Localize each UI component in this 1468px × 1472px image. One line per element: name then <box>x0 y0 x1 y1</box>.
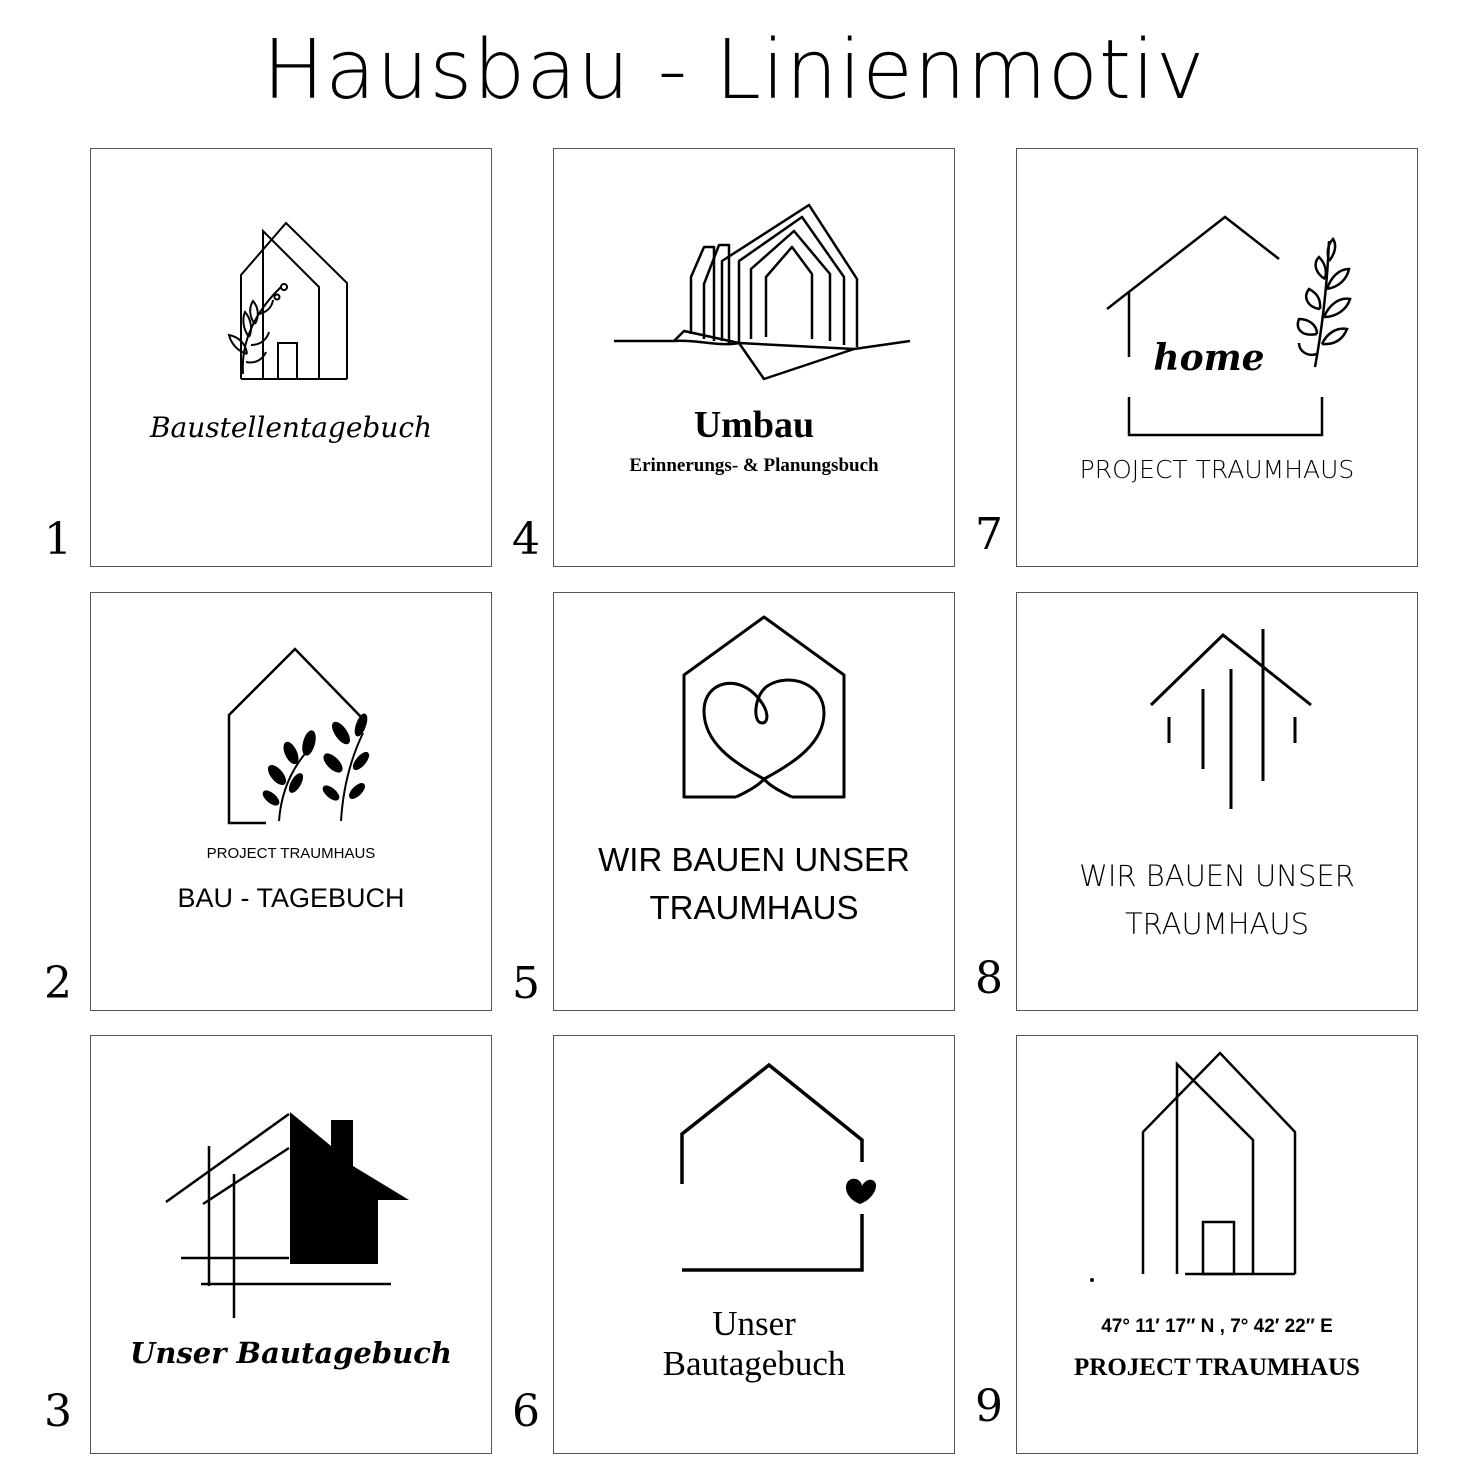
card-number-8: 8 <box>975 953 1003 1004</box>
house-with-plants-icon <box>91 593 493 1012</box>
design-card-8[interactable] <box>1016 592 1418 1011</box>
card-number-3: 3 <box>44 1386 72 1437</box>
line-house-with-leaf-icon <box>91 149 493 568</box>
card-number-6: 6 <box>512 1386 540 1437</box>
card-8-line1: WIR BAUEN UNSER <box>1079 859 1355 893</box>
roof-with-lines-icon <box>1017 593 1419 1012</box>
card-number-5: 5 <box>512 958 540 1009</box>
page-title: Hausbau - Linienmotiv <box>262 23 1206 118</box>
design-card-6[interactable] <box>553 1035 955 1454</box>
house-outline-with-heart-icon <box>554 1036 956 1455</box>
card-number-9: 9 <box>975 1381 1003 1432</box>
sketch-house-silhouette-icon <box>91 1036 493 1455</box>
card-9-coords: 47° 11′ 17″ N , 7° 42′ 22″ E <box>1101 1316 1333 1337</box>
card-5-line2: TRAUMHAUS <box>649 889 859 926</box>
card-7-text: PROJECT TRAUMHAUS <box>1079 455 1355 484</box>
design-card-3[interactable] <box>90 1035 492 1454</box>
card-7-house-word: home <box>1153 337 1265 379</box>
house-with-heart-icon <box>554 593 956 1012</box>
card-number-2: 2 <box>44 958 72 1009</box>
card-3-text: Unser Bautagebuch <box>130 1336 452 1370</box>
design-card-1[interactable] <box>90 148 492 567</box>
card-number-4: 4 <box>512 514 540 565</box>
card-4-text: Umbau <box>693 404 815 446</box>
card-4-subtext: Erinnerungs- & Planungsbuch <box>629 455 879 476</box>
multiline-gable-house-icon <box>554 149 956 568</box>
card-2-text: BAU - TAGEBUCH <box>177 883 405 913</box>
card-number-1: 1 <box>44 514 72 565</box>
card-1-text: Baustellentagebuch <box>149 411 433 444</box>
design-card-4[interactable] <box>553 148 955 567</box>
card-2-small-text: PROJECT TRAUMHAUS <box>206 845 376 862</box>
card-number-7: 7 <box>975 509 1003 560</box>
design-card-2[interactable] <box>90 592 492 1011</box>
card-8-line2: TRAUMHAUS <box>1124 907 1310 941</box>
double-line-house-icon <box>1017 1036 1419 1455</box>
card-6-line2: Bautagebuch <box>662 1344 846 1383</box>
card-9-text: PROJECT TRAUMHAUS <box>1074 1354 1360 1381</box>
design-card-5[interactable] <box>553 592 955 1011</box>
card-6-line1: Unser <box>712 1304 796 1343</box>
design-card-9[interactable] <box>1016 1035 1418 1454</box>
design-card-7[interactable] <box>1016 148 1418 567</box>
card-5-line1: WIR BAUEN UNSER <box>598 841 910 878</box>
